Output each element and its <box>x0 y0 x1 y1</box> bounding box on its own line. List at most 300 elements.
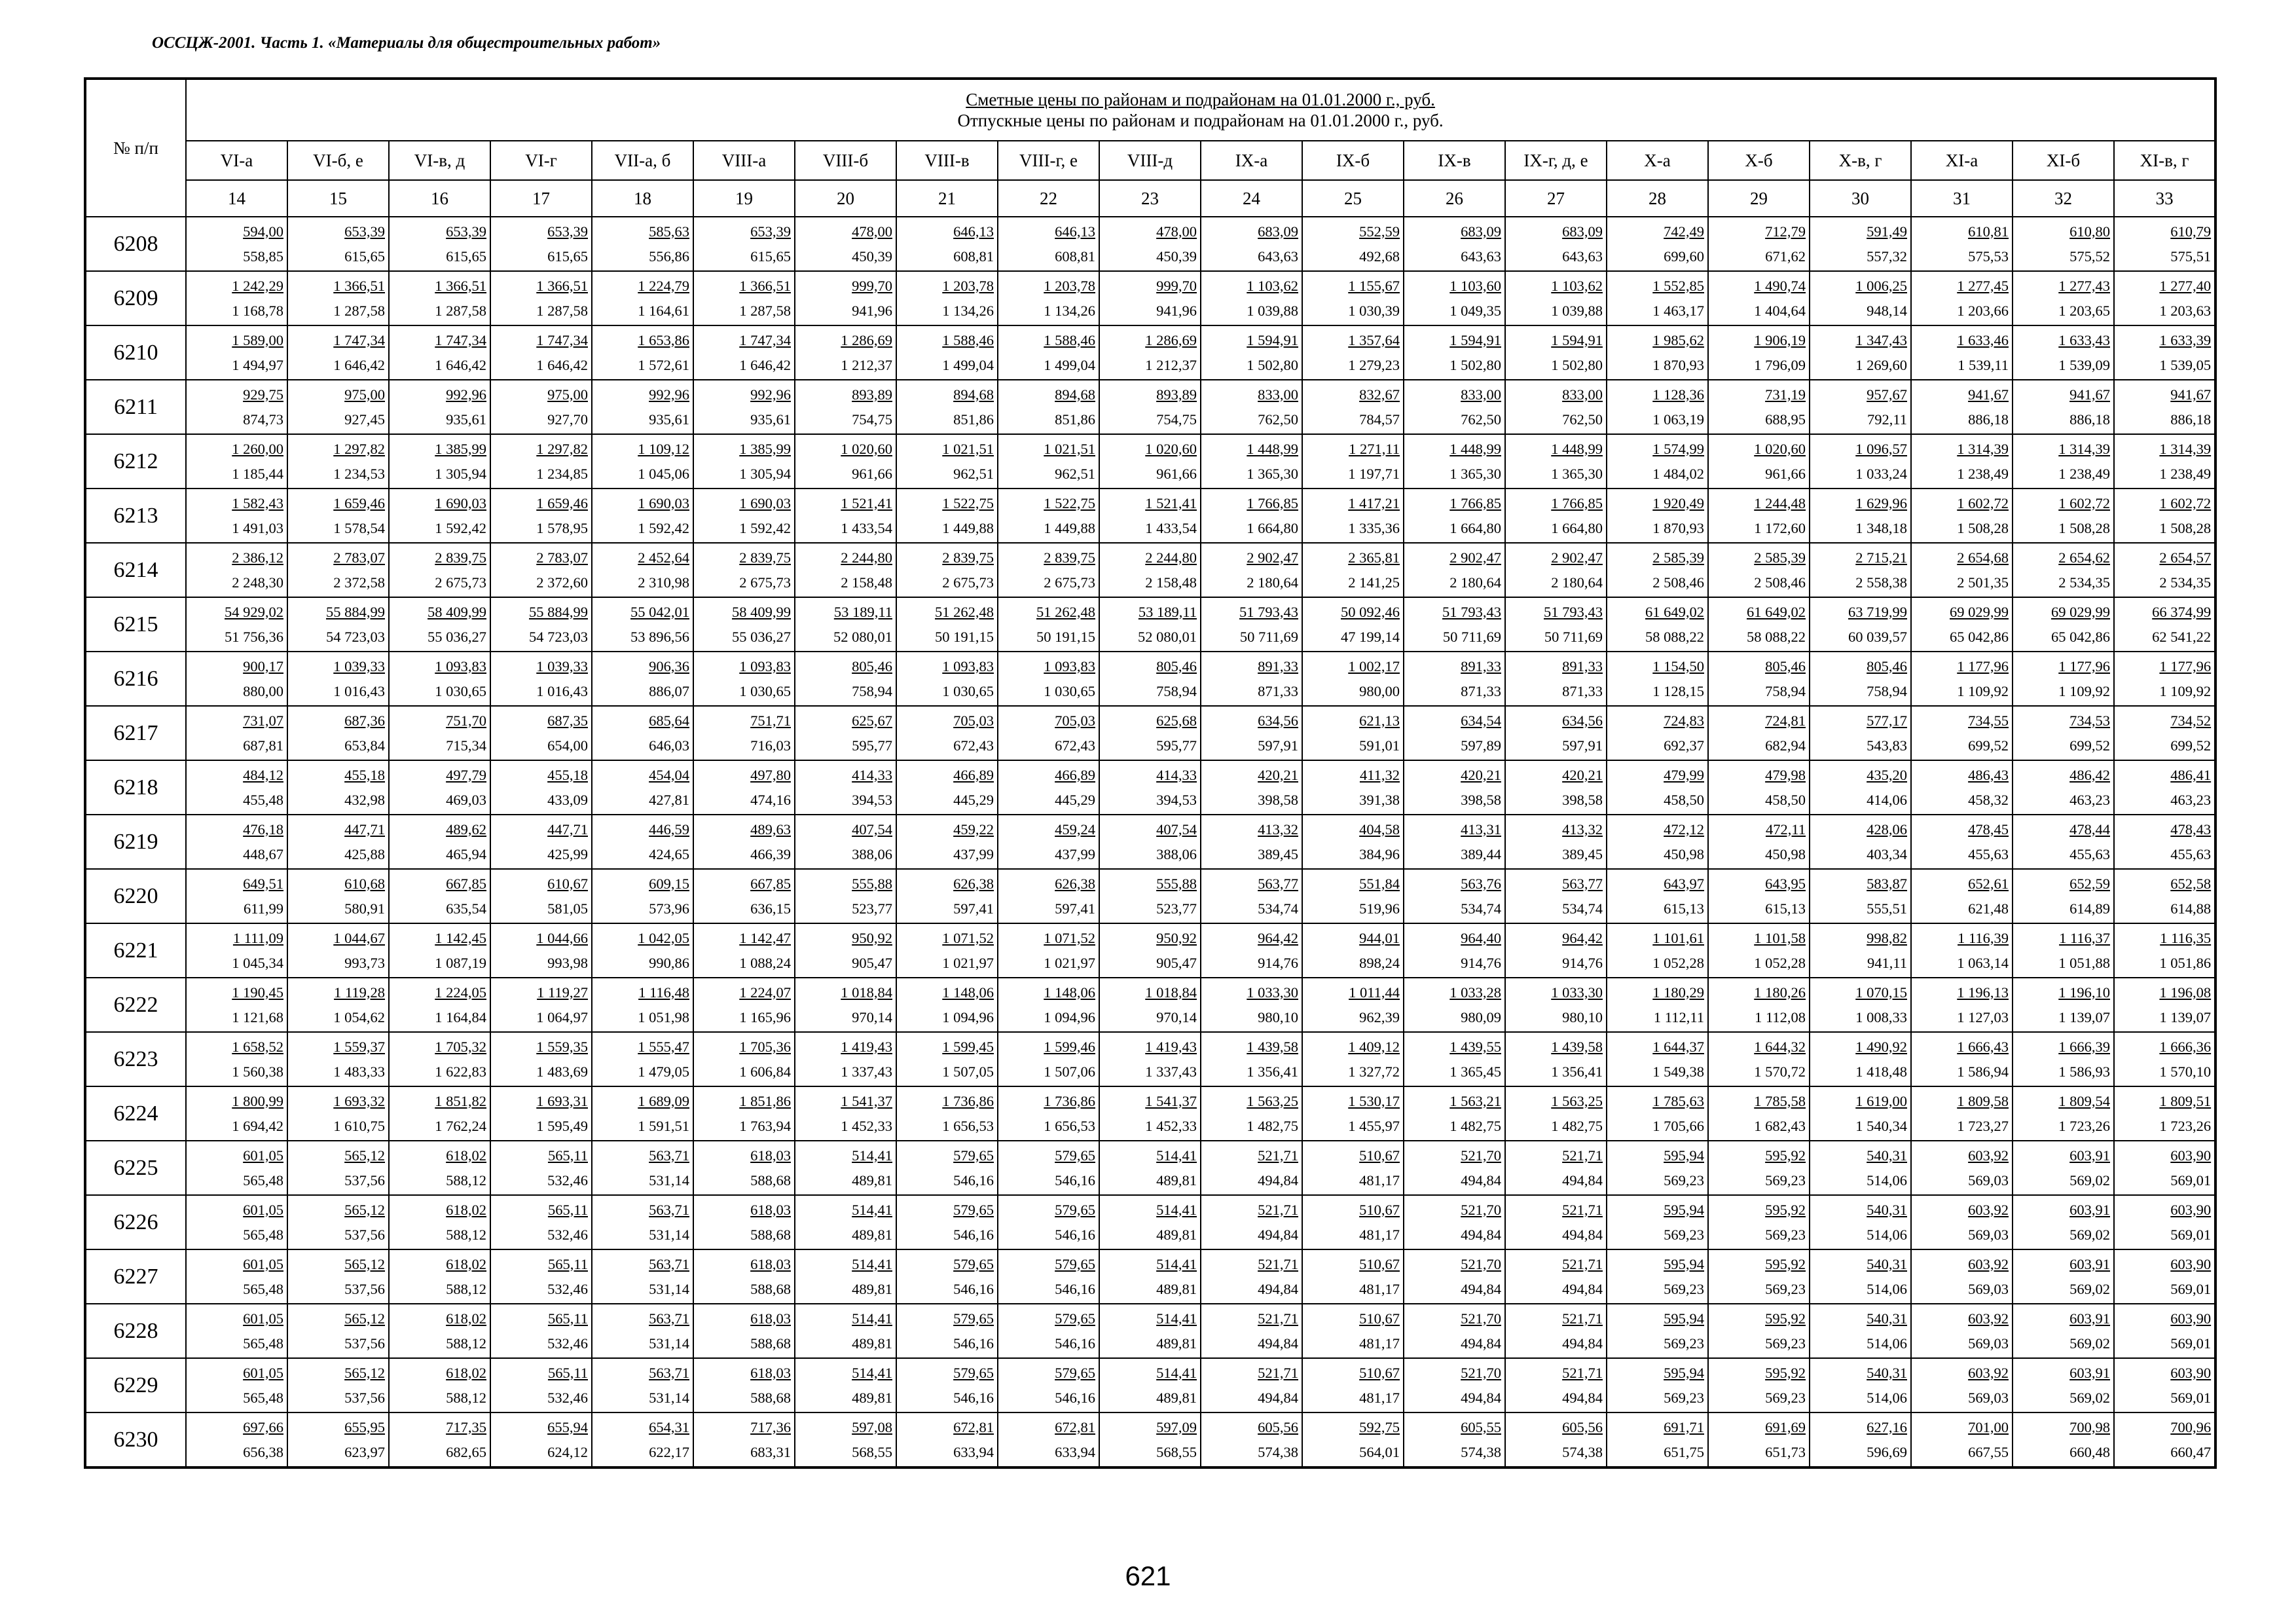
release-price: 388,06 <box>1156 845 1197 862</box>
estimate-price: 999,70 <box>852 277 892 294</box>
price-cell <box>1505 760 1607 815</box>
price-cell <box>1201 380 1302 434</box>
release-price: 481,17 <box>1359 1226 1400 1243</box>
release-price: 555,51 <box>1867 900 1907 917</box>
release-price: 432,98 <box>344 791 385 808</box>
price-cell <box>2013 217 2114 271</box>
estimate-price: 1 619,00 <box>1855 1092 1907 1109</box>
release-price: 1 305,94 <box>435 465 486 482</box>
column-number: 17 <box>490 180 592 217</box>
estimate-price: 805,46 <box>1867 657 1907 674</box>
release-price: 463,23 <box>2170 791 2212 808</box>
price-cell <box>1505 1412 1607 1467</box>
price-cell <box>287 1304 389 1358</box>
release-price: 437,99 <box>1055 845 1095 862</box>
release-price: 537,56 <box>344 1280 385 1297</box>
release-price: 489,81 <box>852 1226 892 1243</box>
price-cell <box>1505 978 1607 1032</box>
price-cell <box>1201 652 1302 706</box>
estimate-price: 69 029,99 <box>1950 603 2009 620</box>
release-price: 762,50 <box>1562 411 1603 428</box>
estimate-price: 1 196,08 <box>2159 984 2212 1001</box>
release-prices-title: Отпускные цены по районам и подрайонам на 01.01.2000 г., руб. <box>957 111 1444 130</box>
release-price: 1 499,04 <box>1044 356 1095 373</box>
price-cell <box>389 1141 490 1195</box>
release-price: 2 372,58 <box>333 574 385 591</box>
table-row <box>85 271 2215 325</box>
estimate-price: 486,41 <box>2170 766 2212 783</box>
region-header: X-а <box>1607 141 1708 180</box>
release-price: 851,86 <box>1055 411 1095 428</box>
price-cell <box>1201 325 1302 380</box>
estimate-price: 1 116,35 <box>2160 929 2212 946</box>
price-cell <box>896 978 998 1032</box>
price-cell <box>490 869 592 923</box>
release-price: 1 045,06 <box>638 465 689 482</box>
release-price: 980,10 <box>1562 1008 1603 1025</box>
estimate-price: 964,42 <box>1258 929 1298 946</box>
estimate-price: 466,89 <box>953 766 994 783</box>
estimate-price: 50 092,46 <box>1341 603 1400 620</box>
price-cell <box>795 217 896 271</box>
price-cell <box>1201 978 1302 1032</box>
price-cell <box>1099 869 1201 923</box>
column-number: 32 <box>2013 180 2114 217</box>
price-cell <box>795 1412 896 1467</box>
price-cell <box>287 869 389 923</box>
release-price: 1 508,28 <box>2159 519 2212 536</box>
release-price: 55 036,27 <box>732 628 791 645</box>
estimate-price: 1 385,99 <box>739 440 791 457</box>
region-header: VI-б, е <box>287 141 389 180</box>
release-price: 569,02 <box>2069 1389 2110 1406</box>
estimate-price: 964,40 <box>1461 929 1501 946</box>
price-cell <box>389 543 490 597</box>
estimate-price: 521,70 <box>1461 1255 1501 1272</box>
price-cell <box>389 1195 490 1249</box>
estimate-price: 603,92 <box>1968 1255 2009 1272</box>
release-price: 692,37 <box>1664 737 1704 754</box>
estimate-price: 521,71 <box>1258 1255 1298 1272</box>
price-cell <box>592 869 693 923</box>
price-cell <box>896 1032 998 1086</box>
estimate-price: 414,33 <box>1156 766 1197 783</box>
release-price: 1 112,08 <box>1755 1008 1806 1025</box>
price-cell <box>490 434 592 489</box>
item-code: 6221 <box>85 923 186 978</box>
release-price: 1 606,84 <box>739 1063 791 1080</box>
estimate-price: 1 116,39 <box>1958 929 2009 946</box>
table-title <box>186 79 2215 141</box>
estimate-price: 565,11 <box>547 1364 588 1381</box>
release-price: 568,55 <box>1156 1443 1197 1460</box>
estimate-price: 2 452,64 <box>638 549 689 566</box>
release-price: 2 141,25 <box>1348 574 1400 591</box>
estimate-price: 579,65 <box>1055 1310 1095 1327</box>
estimate-price: 61 649,02 <box>1747 603 1806 620</box>
column-number: 23 <box>1099 180 1201 217</box>
estimate-price: 1 196,10 <box>2058 984 2110 1001</box>
release-price: 754,75 <box>1156 411 1197 428</box>
release-price: 389,45 <box>1258 845 1298 862</box>
release-price: 569,23 <box>1765 1172 1806 1189</box>
estimate-price: 667,85 <box>750 875 791 892</box>
price-cell <box>896 543 998 597</box>
release-price: 962,39 <box>1359 1008 1400 1025</box>
estimate-price: 51 793,43 <box>1544 603 1603 620</box>
estimate-price: 944,01 <box>1359 929 1400 946</box>
table-row <box>85 380 2215 434</box>
estimate-price: 687,35 <box>547 712 588 729</box>
estimate-price: 652,59 <box>2069 875 2110 892</box>
price-cell <box>795 1304 896 1358</box>
release-price: 565,48 <box>243 1335 283 1352</box>
release-price: 2 534,35 <box>2159 574 2212 591</box>
estimate-price: 1 180,29 <box>1652 984 1704 1001</box>
price-cell <box>2013 869 2114 923</box>
estimate-price: 51 793,43 <box>1442 603 1501 620</box>
estimate-price: 1 747,34 <box>435 331 486 348</box>
region-header: VIII-а <box>693 141 795 180</box>
release-price: 1 127,03 <box>1957 1008 2009 1025</box>
release-price: 1 433,54 <box>1145 519 1197 536</box>
estimate-price: 489,63 <box>750 821 791 838</box>
price-cell <box>1201 1032 1302 1086</box>
estimate-price: 2 244,80 <box>1145 549 1197 566</box>
price-cell <box>490 325 592 380</box>
price-cell <box>1911 380 2013 434</box>
price-cell <box>795 489 896 543</box>
price-cell <box>1708 869 1810 923</box>
price-cell <box>1302 1195 1404 1249</box>
release-price: 481,17 <box>1359 1280 1400 1297</box>
estimate-price: 595,92 <box>1765 1201 1806 1218</box>
estimate-price: 653,39 <box>344 223 385 240</box>
release-price: 1 203,65 <box>2058 302 2110 319</box>
release-price: 458,32 <box>1968 791 2009 808</box>
estimate-price: 603,91 <box>2069 1310 2110 1327</box>
estimate-price: 1 588,46 <box>942 331 994 348</box>
price-cell <box>1708 271 1810 325</box>
price-cell <box>896 815 998 869</box>
release-price: 532,46 <box>547 1226 588 1243</box>
release-price: 1 030,65 <box>739 682 791 699</box>
price-cell <box>795 271 896 325</box>
release-price: 715,34 <box>446 737 486 754</box>
price-cell <box>693 706 795 760</box>
release-price: 1 365,30 <box>1247 465 1298 482</box>
estimate-price: 1 297,82 <box>536 440 588 457</box>
release-price: 458,50 <box>1765 791 1806 808</box>
release-price: 1 452,33 <box>841 1117 892 1134</box>
price-cell <box>1099 1412 1201 1467</box>
price-cell <box>389 978 490 1032</box>
price-cell <box>1911 869 2013 923</box>
price-cell <box>2013 1195 2114 1249</box>
estimate-price: 603,91 <box>2069 1255 2110 1272</box>
release-price: 60 039,57 <box>1848 628 1907 645</box>
estimate-price: 514,41 <box>852 1147 892 1164</box>
price-cell <box>186 760 287 815</box>
price-cell <box>693 325 795 380</box>
release-price: 1 165,96 <box>739 1008 791 1025</box>
release-price: 1 646,42 <box>739 356 791 373</box>
estimate-price: 510,67 <box>1359 1364 1400 1381</box>
release-price: 575,51 <box>2170 248 2212 265</box>
release-price: 546,16 <box>953 1172 994 1189</box>
price-cell <box>795 325 896 380</box>
table-row <box>85 325 2215 380</box>
estimate-price: 1 155,67 <box>1348 277 1400 294</box>
release-price: 427,81 <box>649 791 689 808</box>
estimate-price: 595,92 <box>1765 1310 1806 1327</box>
table-title-row <box>85 79 2215 141</box>
estimate-price: 603,90 <box>2170 1310 2212 1327</box>
price-cell <box>795 815 896 869</box>
estimate-price: 514,41 <box>1156 1201 1197 1218</box>
estimate-price: 55 884,99 <box>529 603 588 620</box>
release-price: 458,50 <box>1664 791 1704 808</box>
release-price: 1 348,18 <box>1855 519 1907 536</box>
estimate-price: 2 902,47 <box>1551 549 1603 566</box>
price-cell <box>1505 923 1607 978</box>
estimate-price: 478,44 <box>2069 821 2110 838</box>
estimate-price: 466,89 <box>1055 766 1095 783</box>
price-cell <box>287 815 389 869</box>
release-price: 1 109,92 <box>1957 682 2009 699</box>
release-price: 588,68 <box>750 1389 791 1406</box>
release-price: 1 287,58 <box>536 302 588 319</box>
release-price: 1 335,36 <box>1348 519 1400 536</box>
estimate-price: 2 902,47 <box>1247 549 1298 566</box>
estimate-price: 565,11 <box>547 1147 588 1164</box>
release-price: 1 870,93 <box>1652 519 1704 536</box>
price-cell <box>1810 1141 1911 1195</box>
price-cell <box>1201 489 1302 543</box>
estimate-price: 51 262,48 <box>935 603 994 620</box>
price-cell <box>1810 434 1911 489</box>
estimate-price: 1 148,06 <box>1044 984 1095 1001</box>
region-header: VI-а <box>186 141 287 180</box>
estimate-price: 407,54 <box>1156 821 1197 838</box>
release-price: 54 723,03 <box>326 628 385 645</box>
estimate-price: 618,02 <box>446 1364 486 1381</box>
release-price: 1 870,93 <box>1652 356 1704 373</box>
release-price: 1 508,28 <box>2058 519 2110 536</box>
estimate-price: 2 839,75 <box>1044 549 1095 566</box>
release-price: 514,06 <box>1867 1335 1907 1352</box>
release-price: 588,68 <box>750 1335 791 1352</box>
release-price: 667,55 <box>1968 1443 2009 1460</box>
release-price: 643,63 <box>1461 248 1501 265</box>
release-price: 1 203,63 <box>2159 302 2212 319</box>
table-row <box>85 760 2215 815</box>
item-code: 6214 <box>85 543 186 597</box>
price-cell <box>1607 760 1708 815</box>
price-cell <box>490 597 592 652</box>
release-price: 534,74 <box>1562 900 1603 917</box>
region-header: VII-а, б <box>592 141 693 180</box>
release-price: 1 463,17 <box>1652 302 1704 319</box>
estimate-price: 1 985,62 <box>1652 331 1704 348</box>
item-code: 6226 <box>85 1195 186 1249</box>
price-cell <box>592 489 693 543</box>
price-cell <box>1810 1412 1911 1467</box>
estimate-price: 540,31 <box>1867 1201 1907 1218</box>
release-price: 1 052,28 <box>1652 954 1704 971</box>
estimate-price: 941,67 <box>2069 386 2110 403</box>
estimate-price: 672,81 <box>953 1418 994 1435</box>
price-cell <box>186 1249 287 1304</box>
estimate-price: 579,65 <box>1055 1201 1095 1218</box>
price-cell <box>1607 923 1708 978</box>
release-price: 2 158,48 <box>1145 574 1197 591</box>
estimate-price: 1 366,51 <box>333 277 385 294</box>
price-cell <box>1708 434 1810 489</box>
estimate-price: 1 314,39 <box>2159 440 2212 457</box>
estimate-price: 1 589,00 <box>232 331 283 348</box>
price-cell <box>1607 380 1708 434</box>
estimate-price: 601,05 <box>243 1147 283 1164</box>
region-header: X-б <box>1708 141 1810 180</box>
price-cell <box>186 1141 287 1195</box>
estimate-price: 1 366,51 <box>435 277 486 294</box>
estimate-price: 583,87 <box>1867 875 1907 892</box>
item-code: 6220 <box>85 869 186 923</box>
estimate-price: 54 929,02 <box>225 603 283 620</box>
estimate-price: 1 271,11 <box>1349 440 1400 457</box>
release-price: 569,03 <box>1968 1335 2009 1352</box>
estimate-price: 420,21 <box>1258 766 1298 783</box>
price-cell <box>795 1032 896 1086</box>
price-cell <box>1911 1032 2013 1086</box>
price-cell <box>1404 1086 1505 1141</box>
estimate-price: 2 839,75 <box>942 549 994 566</box>
release-price: 597,41 <box>953 900 994 917</box>
item-code: 6225 <box>85 1141 186 1195</box>
price-cell <box>1810 1358 1911 1412</box>
estimate-price: 555,88 <box>852 875 892 892</box>
release-price: 565,48 <box>243 1226 283 1243</box>
release-price: 1 063,14 <box>1957 954 2009 971</box>
estimate-price: 1 633,39 <box>2159 331 2212 348</box>
release-price: 1 482,75 <box>1247 1117 1298 1134</box>
price-cell <box>1404 1195 1505 1249</box>
price-cell <box>389 597 490 652</box>
estimate-price: 1 044,66 <box>536 929 588 946</box>
price-cell <box>1302 380 1404 434</box>
price-cell <box>1201 1141 1302 1195</box>
release-price: 543,83 <box>1867 737 1907 754</box>
estimate-price: 603,90 <box>2170 1364 2212 1381</box>
release-price: 1 404,64 <box>1754 302 1806 319</box>
price-cell <box>1505 489 1607 543</box>
release-price: 489,81 <box>852 1280 892 1297</box>
release-price: 1 365,30 <box>1551 465 1603 482</box>
price-cell <box>287 978 389 1032</box>
release-price: 50 191,15 <box>935 628 994 645</box>
estimate-price: 565,12 <box>344 1147 385 1164</box>
price-cell <box>389 380 490 434</box>
release-price: 611,99 <box>243 900 283 917</box>
release-price: 2 508,46 <box>1754 574 1806 591</box>
price-cell <box>490 1304 592 1358</box>
price-cell <box>287 1032 389 1086</box>
release-price: 699,52 <box>2069 737 2110 754</box>
estimate-price: 1 599,46 <box>1044 1038 1095 1055</box>
estimate-price: 413,31 <box>1461 821 1501 838</box>
price-cell <box>490 543 592 597</box>
estimate-price: 514,41 <box>1156 1364 1197 1381</box>
price-cell <box>1302 1032 1404 1086</box>
release-price: 758,94 <box>1867 682 1907 699</box>
estimate-price: 1 559,37 <box>333 1038 385 1055</box>
estimate-price: 514,41 <box>852 1201 892 1218</box>
estimate-price: 595,94 <box>1664 1364 1704 1381</box>
release-price: 1 168,78 <box>232 302 283 319</box>
price-cell <box>1404 1249 1505 1304</box>
release-price: 1 051,88 <box>2058 954 2110 971</box>
column-number: 22 <box>998 180 1099 217</box>
price-cell <box>1911 1304 2013 1358</box>
estimate-price: 1 417,21 <box>1348 494 1400 511</box>
release-price: 1 121,68 <box>232 1008 283 1025</box>
estimate-price: 563,71 <box>649 1255 689 1272</box>
release-price: 1 723,26 <box>2058 1117 2110 1134</box>
release-price: 465,94 <box>446 845 486 862</box>
region-header: VIII-б <box>795 141 896 180</box>
release-price: 1 356,41 <box>1551 1063 1603 1080</box>
release-price: 682,94 <box>1765 737 1806 754</box>
price-cell <box>1302 869 1404 923</box>
release-price: 445,29 <box>1055 791 1095 808</box>
price-cell <box>592 1195 693 1249</box>
estimate-price: 592,75 <box>1359 1418 1400 1435</box>
release-price: 414,06 <box>1867 791 1907 808</box>
release-price: 450,39 <box>1156 248 1197 265</box>
estimate-price: 404,58 <box>1359 821 1400 838</box>
price-cell <box>389 1412 490 1467</box>
release-price: 588,68 <box>750 1280 791 1297</box>
estimate-price: 1 018,84 <box>1145 984 1197 1001</box>
release-price: 50 711,69 <box>1239 628 1298 645</box>
release-price: 651,75 <box>1664 1443 1704 1460</box>
price-cell <box>1911 760 2013 815</box>
item-code: 6213 <box>85 489 186 543</box>
item-code: 6210 <box>85 325 186 380</box>
price-cell <box>896 217 998 271</box>
price-cell <box>795 434 896 489</box>
release-price: 1 021,97 <box>1044 954 1095 971</box>
estimate-price: 1 419,43 <box>1145 1038 1197 1055</box>
price-cell <box>896 434 998 489</box>
price-cell <box>592 1086 693 1141</box>
estimate-price: 717,36 <box>750 1418 791 1435</box>
estimate-price: 1 011,44 <box>1349 984 1400 1001</box>
price-cell <box>1708 217 1810 271</box>
estimate-price: 1 033,30 <box>1551 984 1603 1001</box>
release-price: 523,77 <box>852 900 892 917</box>
estimate-price: 595,92 <box>1765 1255 1806 1272</box>
release-price: 519,96 <box>1359 900 1400 917</box>
release-price: 871,33 <box>1461 682 1501 699</box>
release-price: 1 238,49 <box>1957 465 2009 482</box>
estimate-price: 478,00 <box>852 223 892 240</box>
estimate-price: 1 785,63 <box>1652 1092 1704 1109</box>
release-price: 672,43 <box>953 737 994 754</box>
estimate-price: 552,59 <box>1359 223 1400 240</box>
price-cell <box>1810 271 1911 325</box>
